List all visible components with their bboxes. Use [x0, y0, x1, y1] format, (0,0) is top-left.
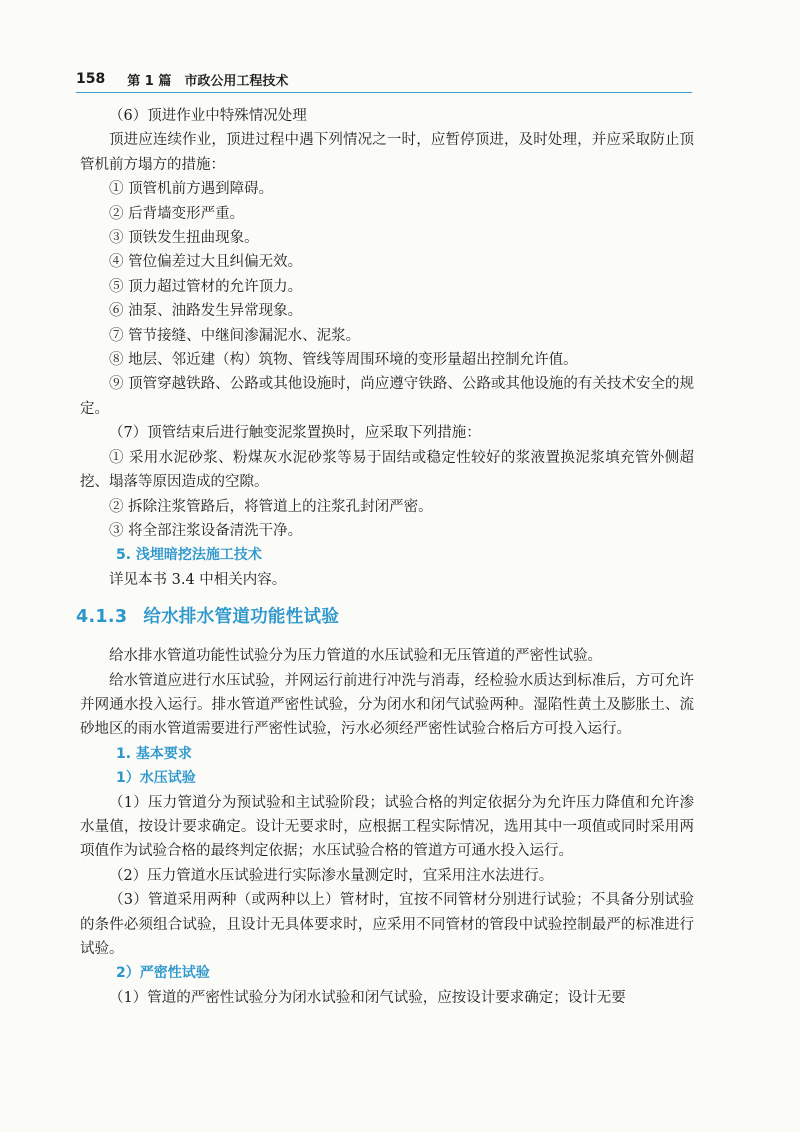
paragraph: （2）压力管道水压试验进行实际渗水量测定时，宜采用注水法进行。 — [109, 867, 554, 884]
page-header — [76, 68, 706, 90]
list-item: ⑤ 顶力超过管材的允许顶力。 — [109, 278, 303, 295]
basic-requirements-heading: 1. 基本要求 — [116, 745, 192, 762]
list-item: ⑦ 管节接缝、中继间渗漏泥水、泥浆。 — [109, 327, 361, 344]
tightness-test-heading: 2）严密性试验 — [116, 965, 210, 982]
paragraph: （3）管道采用两种（或两种以上）管材时，宜按不同管材分别进行试验；不具备分别试验的条件必须组合试验，且设计无具体要求时，应采用不同管材的管段中试验控制最严的标准进行试验。 — [80, 892, 694, 957]
list-item: ② 拆除注浆管路后，将管道上的注浆孔封闭严密。 — [109, 498, 433, 515]
chapter-title: 第 1 篇 市政公用工程技术 — [127, 73, 289, 89]
page-number: 158 — [76, 71, 106, 87]
list-item: ③ 将全部注浆设备清洗干净。 — [109, 522, 303, 539]
section6-heading: （6）顶进作业中特殊情况处理 — [109, 108, 307, 124]
paragraph: （1）压力管道分为预试验和主试验阶段；试验合格的判定依据分为允许压力降值和允许渗水量值，按设计要求确定。设计无要求时，应根据工程实际情况，选用其中一项值或同时采用两项值作为试验合格的最终判定依据；水压试验合格的管道方可通水投入运行。 — [80, 794, 694, 860]
paragraph: （1）管道的严密性试验分为闭水试验和闭气试验，应按设计要求确定；设计无要 — [109, 989, 626, 1006]
list-item: ① 采用水泥砂浆、粉煤灰水泥砂浆等易于固结或稳定性较好的浆液置换泥浆填充管外侧超挖、塌落等原因造成的空隙。 — [80, 449, 694, 491]
subsection5-heading: 5. 浅埋暗挖法施工技术 — [116, 547, 262, 564]
paragraph: 给水排水管道功能性试验分为压力管道的水压试验和无压管道的严密性试验。 — [109, 648, 602, 665]
hydro-test-heading: 1）水压试验 — [116, 770, 196, 787]
header-divider — [76, 92, 692, 93]
list-item: ② 后背墙变形严重。 — [109, 205, 245, 222]
page-content — [76, 104, 694, 1010]
list-item: ④ 管位偏差过大且纠偏无效。 — [109, 254, 303, 271]
section-title — [76, 602, 694, 632]
list-item: ⑨ 顶管穿越铁路、公路或其他设施时，尚应遵守铁路、公路或其他设施的有关技术安全的规定。 — [80, 376, 694, 417]
list-item: ⑥ 油泵、油路发生异常现象。 — [109, 303, 303, 320]
section-title-text: 给水排水管道功能性试验 — [143, 607, 340, 628]
section6-intro: 顶进应连续作业，顶进过程中遇下列情况之一时，应暂停顶进，及时处理，并应采取防止顶管机前方塌方的措施： — [80, 132, 694, 173]
subsection5-text: 详见本书 3.4 中相关内容。 — [109, 571, 287, 588]
list-item: ⑧ 地层、邻近建（构）筑物、管线等周围环境的变形量超出控制允许值。 — [109, 352, 578, 369]
paragraph: 给水管道应进行水压试验，并网运行前进行冲洗与消毒，经检验水质达到标准后，方可允许并网通水投入运行。排水管道严密性试验，分为闭水和闭气试验两种。湿陷性黄土及膨胀土、流砂地区的雨水管道需要进行严密性试验，污水必须经严密性试验合格后方可投入运行。 — [80, 672, 694, 738]
list-item: ③ 顶铁发生扭曲现象。 — [109, 230, 259, 247]
list-item: ① 顶管机前方遇到障碍。 — [109, 181, 274, 198]
section7-heading: （7）顶管结束后进行触变泥浆置换时，应采取下列措施： — [109, 425, 481, 442]
section-number: 4.1.3 — [76, 607, 128, 628]
